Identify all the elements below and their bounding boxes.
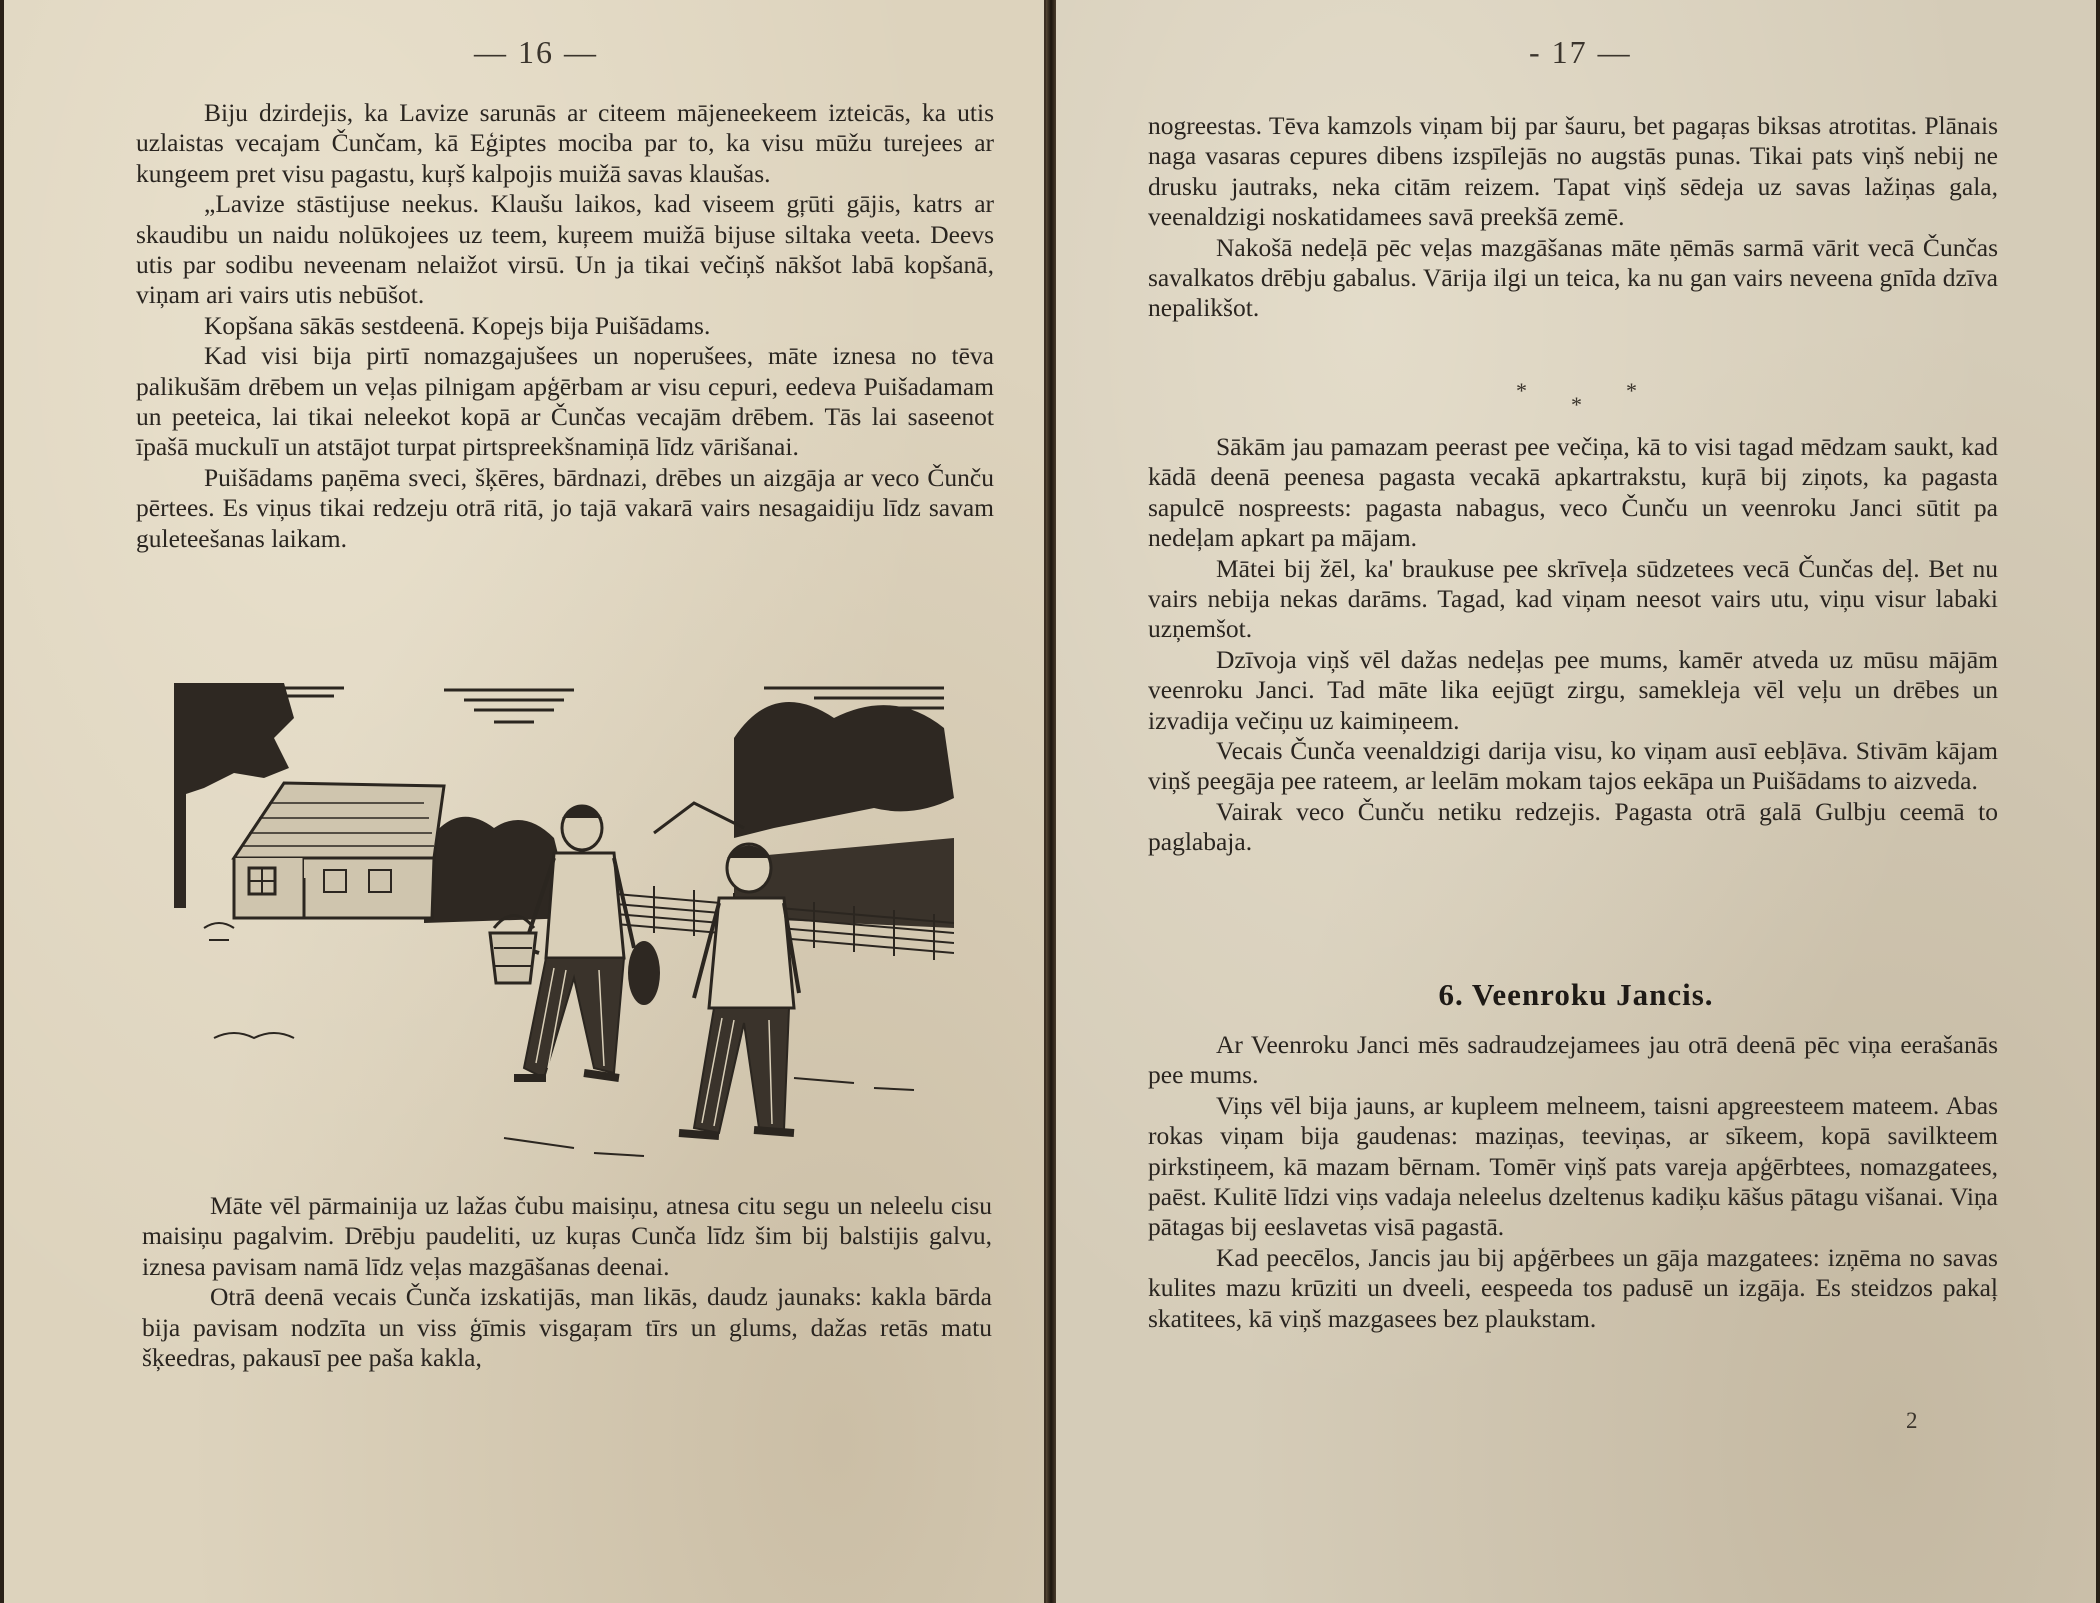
illustration-two-men-walking bbox=[174, 678, 954, 1168]
right-page bbox=[1056, 0, 2096, 1603]
paragraph: Viņs vēl bija jauns, ar kupleem melneem, taisni apgreesteem mateem. Abas rokas viņam bija gaudenas: maziņas, teeviņas, ar sīkeem, kopā savilkteem pirkstiņeem, kā mazam bērnam. Tomēr viņš pats vareja apģērbtees, nomazgatees, paēst. Kulitē līdzi viņs vadaja neleelus dzeltenus kadiķu kāšus pātagu višanai. Viņa pātagas bij eeslavetas visā pagastā. bbox=[1148, 1090, 1998, 1242]
page-number-right: - 17 — bbox=[1529, 34, 1632, 70]
left-page bbox=[4, 0, 1046, 1603]
paragraph: Māte vēl pārmainija uz lažas čubu maisiņu, atnesa citu segu un neleelu cisu maisiņu pagalvim. Drēbju paudeliti, uz kuŗas Cunča līdz šim bij balstijis galvu, iznesa pavisam namā līdz veļas mazgāšanas deenai. bbox=[142, 1191, 992, 1281]
paragraph: Kad visi bija pirtī nomazgajušees un noperušees, māte iznesa no tēva palikušām drēbem un veļas pilnigam apģērbam ar visu cepuri, eedeva Puišadamam un peeteica, lai tikai neleekot kopā ar Čunčas vecajām drēbem. Tās lai saseenot īpašā muckulī un atstājot turpat pirtspreekšnamiņā līdz vārišanai. bbox=[136, 341, 994, 462]
paragraph: Vecais Čunča veenaldzigi darija visu, ko viņam ausī eebļāva. Stivām kājam viņš peegāja pee rateem, ar leelām mokam tajos eekāpa un Puišādams to aizveda. bbox=[1148, 736, 1998, 796]
chapter-heading: 6. Veenroku Jancis. bbox=[1438, 977, 1714, 1012]
paragraph: „Lavize stāstijuse neekus. Klaušu laikos, kad viseem gŗūti gājis, katrs ar skaudibu un naidu nolūkojees uz teem, kuŗeem muižā bijuse siltaka veeta. Deevs utis par sodibu neveenam nelaižot virsū. Un ja tikai večiņš nākšot labā kopšanā, viņam ari vairs utis nebūšot. bbox=[136, 189, 994, 310]
separator-star: * bbox=[1571, 392, 1582, 417]
paragraph: Dzīvoja viņš vēl dažas nedeļas pee mums, kamēr atveda uz mūsu mājām veenroku Janci. Tad māte lika eejūgt zirgu, samekleja vēl veļu un drēbes un izvadija večiņu uz kaimiņeem. bbox=[1148, 644, 1998, 735]
signature-mark: 2 bbox=[1906, 1408, 1918, 1433]
paragraph: Ar Veenroku Janci mēs sadraudzejamees jau otrā deenā pēc viņa eerašanās pee mums. bbox=[1148, 1030, 1998, 1090]
left-text-bottom bbox=[142, 1191, 992, 1373]
page-number-left: — 16 — bbox=[474, 34, 598, 70]
paragraph: Kad peecēlos, Jancis jau bij apģērbees un gāja mazgatees: izņēma no savas kulites mazu krūziti un dveeli, eespeeda tos padusē un izgāja. Es steidzos pakaļ skatitees, kā viņš mazgasees bez plaukstam. bbox=[1148, 1242, 1998, 1333]
left-text-top bbox=[136, 98, 994, 554]
right-text-middle bbox=[1148, 432, 1998, 858]
paragraph: Nakošā nedeļā pēc veļas mazgāšanas māte ņēmās sarmā vārit vecā Čunčas savalkatos drēbju gabalus. Vārija ilgi un teica, ka nu gan vairs neveena gnīda dzīva nepalikšot. bbox=[1148, 232, 1998, 323]
separator-star: * bbox=[1516, 378, 1527, 403]
right-forest bbox=[734, 702, 954, 838]
paragraph: Vairak veco Čunču netiku redzejis. Pagasta otrā galā Gulbju ceemā to paglabaja. bbox=[1148, 796, 1998, 857]
right-text-bottom bbox=[1148, 1030, 1998, 1334]
paragraph: Biju dzirdejis, ka Lavize sarunās ar citeem mājeneekeem izteicās, ka utis uzlaistas vecajam Čunčam, kā Eģiptes mociba par to, ka visu mūžu turejees ar kungeem pret visu pagastu, kuŗš kalpojis muižā savas klaušas. bbox=[136, 98, 994, 188]
left-tree-trunk bbox=[174, 698, 186, 908]
right-text-top bbox=[1148, 111, 1998, 324]
paragraph: Puišādams paņēma sveci, šķēres, bārdnazi, drēbes un aizgāja ar veco Čunču pērtees. Es viņus tikai redzeju otrā ritā, jo tajā vakarā vairs nesagaidiju līdz savam guleteešanas laikam. bbox=[136, 462, 994, 553]
distant-roof bbox=[654, 803, 744, 833]
paragraph: Kopšana sākās sestdeenā. Kopejs bija Puišādams. bbox=[204, 310, 711, 340]
house bbox=[234, 783, 444, 918]
paragraph: Sākām jau pamazam peerast pee večiņa, kā to visi tagad mēdzam saukt, kad kādā deenā peenesa pagasta vecakā apkartrakstu, kuŗā bij ziņots, ka pagasta sapulcē nospreests: pagasta nabagus, veco Čunču un veenroku Janci sūtit pa nedeļam apkart pa mājam. bbox=[1148, 432, 1998, 553]
left-trees bbox=[174, 683, 294, 798]
paragraph: nogreestas. Tēva kamzols viņam bij par šauru, bet pagaŗas biksas atrotitas. Plānais naga vasaras cepures dibens izspīlejās no augstās punas. Tikai pats viņš nebij ne drusku jautraks, neka citām reizem. Tapat viņš sēdeja uz savas lažiņas gala, veenaldzigi noskatidamees savā preekšā zemē. bbox=[1148, 111, 1998, 232]
paragraph: Otrā deenā vecais Čunča izskatijās, man likās, daudz jaunaks: kakla bārda bija pavisam nodzīta un viss ģīmis visgaŗam tīrs un glums, dažas retās matu šķeedras, pakausī pee paša kakla, bbox=[142, 1282, 992, 1373]
paragraph: Mātei bij žēl, ka' braukuse pee skrīveļa sūdzetees vecā Čunčas deļ. Bet nu vairs nebija nekas darāms. Tagad, kad viņam neesot vairs utu, viņu visur labaki uzņemšot. bbox=[1148, 553, 1998, 644]
separator-star: * bbox=[1626, 378, 1637, 403]
section-separator bbox=[1056, 378, 2096, 418]
